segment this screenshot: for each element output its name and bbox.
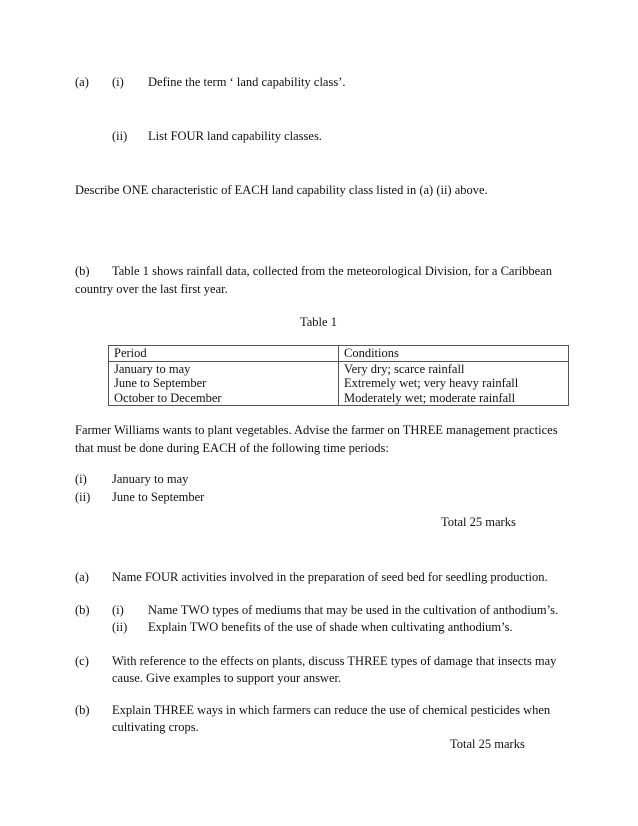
q1-describe-text: Describe ONE characteristic of EACH land capability class listed in (a) (ii) above. bbox=[75, 183, 488, 197]
table-header-cell: Period bbox=[109, 346, 339, 362]
period-number: (ii) bbox=[75, 490, 91, 504]
table-caption: Table 1 bbox=[300, 315, 337, 329]
period-text: June to September bbox=[112, 490, 205, 504]
q2-part-c-text-line2: cause. Give examples to support your answer. bbox=[112, 671, 342, 685]
table-cell: Very dry; scarce rainfall bbox=[339, 361, 569, 376]
table-row bbox=[109, 361, 569, 376]
q2-part-b-ii-number: (ii) bbox=[112, 620, 128, 634]
q2-part-a-label: (a) bbox=[75, 570, 89, 584]
q2-part-b-ii-text: Explain TWO benefits of the use of shade when cultivating anthodium’s. bbox=[148, 620, 513, 634]
q2-part-b-i-number: (i) bbox=[112, 603, 124, 617]
q2-part-b-label: (b) bbox=[75, 603, 90, 617]
table-cell: October to December bbox=[109, 391, 339, 406]
q1-part-a-ii-text: List FOUR land capability classes. bbox=[148, 129, 322, 143]
table-header-cell: Conditions bbox=[339, 346, 569, 362]
q1-advise-text-line2: that must be done during EACH of the following time periods: bbox=[75, 441, 389, 455]
period-number: (i) bbox=[75, 472, 87, 486]
q2-part-b2-text-line1: Explain THREE ways in which farmers can reduce the use of chemical pesticides when bbox=[112, 703, 551, 717]
q2-part-b-i-text: Name TWO types of mediums that may be used in the cultivation of anthodium’s. bbox=[148, 603, 559, 617]
table-cell: Moderately wet; moderate rainfall bbox=[339, 391, 569, 406]
q1-part-a-i-text: Define the term ‘ land capability class’. bbox=[148, 75, 346, 89]
q1-part-a-label: (a) bbox=[75, 75, 89, 89]
table-cell: January to may bbox=[109, 361, 339, 376]
q1-advise-text-line1: Farmer Williams wants to plant vegetables. Advise the farmer on THREE management practices bbox=[75, 423, 558, 437]
q1-part-b-label: (b) bbox=[75, 264, 90, 278]
table-header-row bbox=[109, 346, 569, 362]
q1-part-b-text-line2: country over the last first year. bbox=[75, 282, 228, 296]
q1-part-a-i-number: (i) bbox=[112, 75, 124, 89]
table-row bbox=[109, 376, 569, 391]
rainfall-table bbox=[108, 345, 569, 406]
q2-total-marks: Total 25 marks bbox=[450, 737, 525, 751]
q1-part-b-text-line1: Table 1 shows rainfall data, collected from the meteorological Division, for a Caribbean bbox=[112, 264, 552, 278]
q1-part-a-ii-number: (ii) bbox=[112, 129, 128, 143]
period-text: January to may bbox=[112, 472, 189, 486]
q2-part-b2-text-line2: cultivating crops. bbox=[112, 720, 199, 734]
table-row bbox=[109, 391, 569, 406]
q2-part-b2-label: (b) bbox=[75, 703, 90, 717]
q2-part-c-text-line1: With reference to the effects on plants, discuss THREE types of damage that insects may bbox=[112, 654, 557, 668]
q2-part-c-label: (c) bbox=[75, 654, 89, 668]
q2-part-a-text: Name FOUR activities involved in the preparation of seed bed for seedling production. bbox=[112, 570, 548, 584]
q1-total-marks: Total 25 marks bbox=[441, 515, 516, 529]
table-cell: June to September bbox=[109, 376, 339, 391]
table-cell: Extremely wet; very heavy rainfall bbox=[339, 376, 569, 391]
